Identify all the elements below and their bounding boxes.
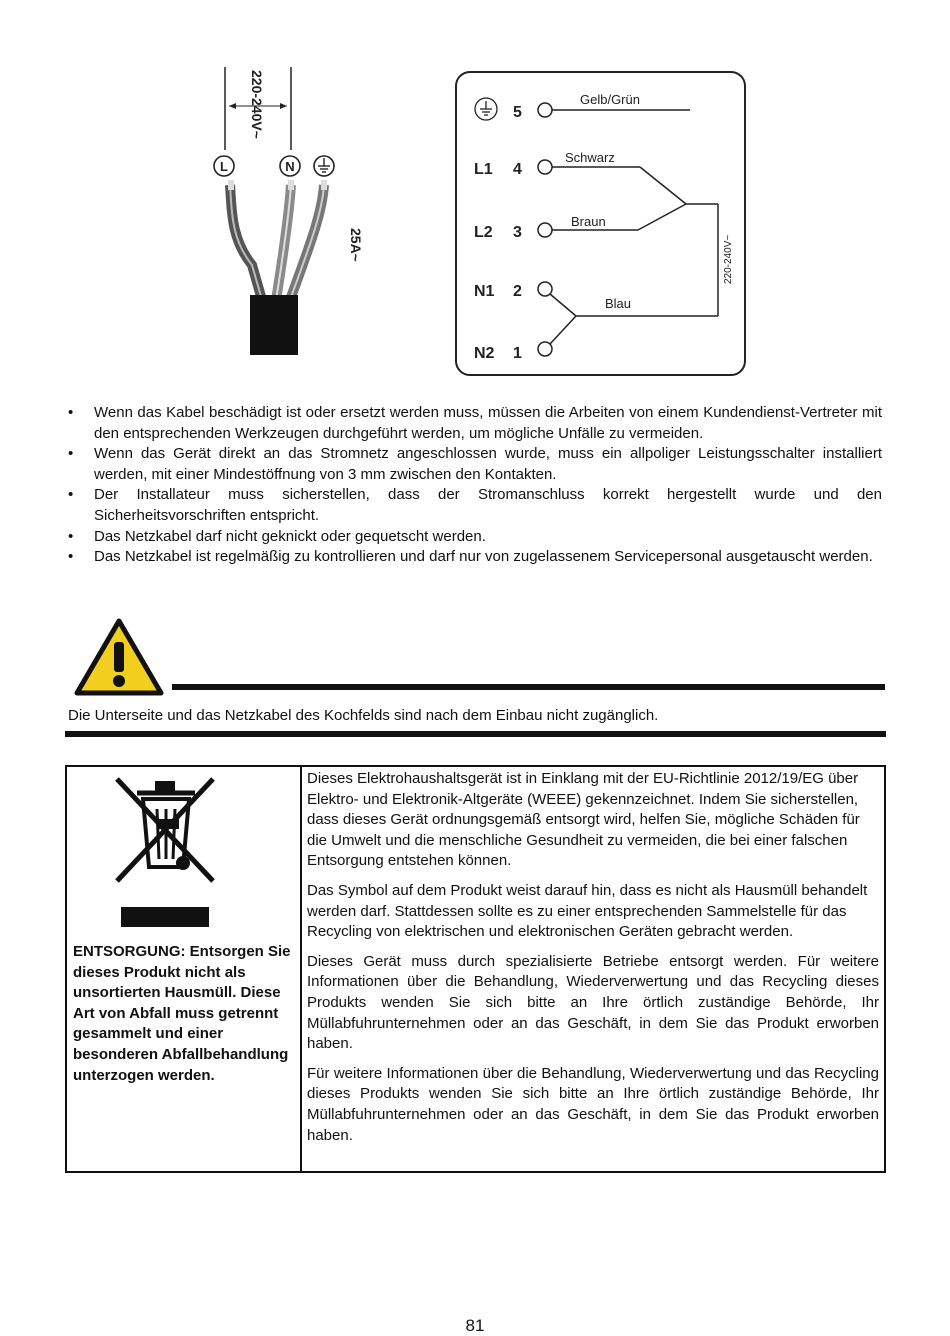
warning-rule-top <box>172 684 885 690</box>
cable-current-label: 25A~ <box>348 228 364 262</box>
block-voltage-label: 220-240V~ <box>723 234 734 284</box>
earth-icon <box>475 98 497 120</box>
terminal-label-n2: N2 <box>474 345 495 362</box>
terminal-number-3: 3 <box>513 224 522 241</box>
weee-paragraph: Für weitere Informationen über die Behandlung, Wiederverwertung und das Recycling dieses Produkts wenden Sie sich bitte an Ihre örtlich zuständige Behörde, Ihr Müllabfuhrunternehmen oder an das Geschäft, in dem Sie das Produkt erworben haben. <box>307 1064 879 1144</box>
terminal-number-2: 2 <box>513 283 522 300</box>
weee-disposal-heading: ENTSORGUNG: Entsorgen Sie dieses Produkt nicht als unsortierten Hausmüll. Diese Art von Abfall muss getrennt gesammelt und einer besonderen Abfallbehandlung unterzogen werden. <box>73 943 291 1084</box>
wire-label-schwarz: Schwarz <box>565 150 615 165</box>
bullet-item: • Wenn das Kabel beschädigt ist oder ersetzt werden muss, müssen die Arbeiten von einem Kundendienst-Vertreter mit den entsprechenden Werkzeugen durchgeführt werden, um mögliche Unfälle zu vermeiden. <box>66 403 882 444</box>
wire-label-blau: Blau <box>605 296 632 311</box>
terminal-label-l2: L2 <box>474 224 493 241</box>
cable-terminal-l: L <box>220 159 228 174</box>
bullet-item: • Das Netzkabel darf nicht geknickt oder gequetscht werden. <box>66 527 882 548</box>
weee-column-divider <box>300 767 302 1171</box>
cable-terminal-n: N <box>285 159 295 174</box>
terminal-number-5: 5 <box>513 104 522 121</box>
page-number: 81 <box>465 1316 485 1335</box>
weee-paragraph: Dieses Gerät muss durch spezialisierte Betriebe entsorgt werden. Für weitere Informationen über die Behandlung, Wiederverwertung und das Recycling dieses Produkts wenden Sie sich bitte an Ihre örtlich zuständige Behörde, Ihr Müllabfuhrunternehmen oder an das Geschäft, in dem Sie das Produkt erworben haben. <box>307 952 879 1053</box>
wire-label-braun: Braun <box>571 214 606 229</box>
warning-text: Die Unterseite und das Netzkabel des Kochfelds sind nach dem Einbau nicht zugänglich. <box>68 707 659 724</box>
power-cable-illustration <box>214 67 334 355</box>
weee-paragraph: Das Symbol auf dem Produkt weist darauf hin, dass es nicht als Hausmüll behandelt werden darf. Stattdessen sollte es zu einer entsprechenden Sammelstelle für das Recycling von elektrischen und elektronischen Geräten gebracht werden. <box>307 881 868 941</box>
bullet-item: • Wenn das Gerät direkt an das Stromnetz angeschlossen wurde, muss ein allpoliger Leistungsschalter installiert werden, mit einer Mindestöffnung von 3 mm zwischen den Kontakten. <box>66 444 882 485</box>
cable-voltage-label: 220-240V~ <box>249 70 265 139</box>
terminal-number-1: 1 <box>513 345 522 362</box>
weee-table <box>65 765 886 1173</box>
bullet-item: • Der Installateur muss sicherstellen, dass der Stromanschluss korrekt hergestellt wurde und den Sicherheitsvorschriften entspricht. <box>66 485 882 526</box>
terminal-number-4: 4 <box>513 161 522 178</box>
terminal-label-l1: L1 <box>474 161 493 178</box>
weee-info-text <box>307 769 879 1155</box>
crossed-bin-icon <box>111 771 219 927</box>
warning-triangle-icon <box>74 618 164 696</box>
bullet-item: • Das Netzkabel ist regelmäßig zu kontrollieren und darf nur von zugelassenem Servicepersonal ausgetauscht werden. <box>66 547 882 568</box>
weee-paragraph: Dieses Elektrohaushaltsgerät ist in Einklang mit der EU-Richtlinie 2012/19/EG über Elektro- und Elektronik-Altgeräte (WEEE) gekennzeichnet. Indem Sie sicherstellen, dass dieses Gerät ordnungsgemäß entsorgt wird, helfen Sie, mögliche Schäden für die Umwelt und die menschliche Gesundheit zu vermeiden, die bei einer falschen Entsorgung entstehen können. <box>307 770 860 870</box>
safety-bullet-list <box>66 403 882 568</box>
terminal-wiring <box>538 103 718 356</box>
terminal-label-n1: N1 <box>474 283 495 300</box>
warning-rule-bottom <box>65 731 886 737</box>
wire-label-gelb-gruen: Gelb/Grün <box>580 92 640 107</box>
wiring-diagram <box>200 60 760 390</box>
